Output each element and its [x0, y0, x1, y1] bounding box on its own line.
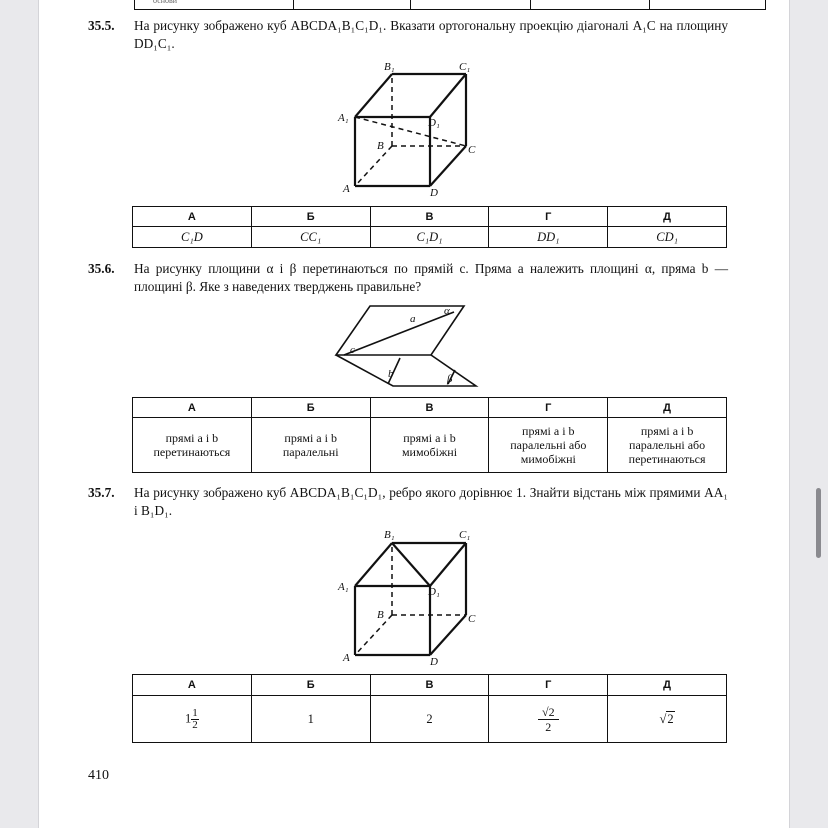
option-value-g [489, 696, 608, 743]
problem-text: На рисунку зображено куб ABCDA₁B₁C₁D₁, ребро якого дорівнює 1. Знайти відстань між прямими AA₁ і B₁D₁. [134, 485, 728, 518]
answer-table-35-5 [132, 206, 727, 248]
label-c: C [468, 613, 476, 625]
problem-35-6 [88, 260, 728, 296]
problem-number: 35.7. [88, 485, 115, 500]
option-header: А [133, 675, 252, 696]
option-value: DD₁ [489, 227, 608, 248]
option-value: прямі a і b перетинаються [133, 418, 252, 473]
option-value-d [608, 696, 727, 743]
option-value: CD₁ [608, 227, 727, 248]
fraction-denominator: 2 [192, 718, 198, 731]
fraction-numerator: 1 [192, 706, 198, 719]
problem-text: На рисунку зображено куб ABCDA₁B₁C₁D₁. Вказати ортогональну проекцію діагоналі A₁C на площину DD₁C₁. [134, 18, 728, 51]
option-header: Д [608, 398, 727, 418]
remnant-text: основи [153, 0, 178, 5]
label-a: A [343, 183, 350, 195]
problem-text: На рисунку площини α і β перетинаються по прямій c. Пряма a належить площині α, пряма b — площині β. Яке з наведених тверджень правильне? [134, 261, 728, 294]
option-value: прямі a і b паралельні або перетинаються [608, 418, 727, 473]
option-value: 2 [370, 696, 489, 743]
option-header: А [133, 207, 252, 227]
label-a1: A₁ [338, 581, 349, 593]
problem-number: 35.6. [88, 261, 115, 276]
label-c1: C₁ [459, 61, 471, 73]
option-header: Г [489, 207, 608, 227]
cube-figure-2 [330, 524, 490, 669]
option-value: C₁D [133, 227, 252, 248]
option-header: Г [489, 398, 608, 418]
option-header: Д [608, 675, 727, 696]
answer-table-35-6 [132, 397, 727, 473]
label-c1: C₁ [459, 529, 471, 541]
fraction-numerator: √2 [538, 705, 559, 720]
option-header: Д [608, 207, 727, 227]
fraction [538, 705, 559, 734]
scrollbar-thumb[interactable] [816, 488, 821, 558]
mixed-whole: 1 [185, 710, 192, 725]
problem-35-7 [88, 484, 728, 520]
planes-figure [330, 300, 490, 392]
option-header: В [370, 675, 489, 696]
label-d1: D₁ [428, 586, 440, 598]
label-alpha: α [444, 305, 450, 317]
label-b: B [377, 140, 384, 152]
square-root [660, 711, 675, 726]
option-header: Б [251, 207, 370, 227]
fraction [191, 708, 199, 731]
sqrt-radicand: 2 [667, 711, 674, 726]
fraction-denominator: 2 [545, 719, 552, 734]
label-d: D [430, 187, 438, 199]
label-b: b [388, 368, 394, 380]
option-value: прямі a і b паралельні або мимобіжні [489, 418, 608, 473]
label-c: c [350, 344, 355, 356]
option-header: А [133, 398, 252, 418]
label-c: C [468, 144, 476, 156]
label-beta: β [447, 373, 453, 385]
sqrt-sign: √ [659, 711, 667, 726]
label-d1: D₁ [428, 117, 440, 129]
label-a1: A₁ [338, 112, 349, 124]
label-b1: B₁ [384, 61, 395, 73]
option-value: прямі a і b мимобіжні [370, 418, 489, 473]
problem-number: 35.5. [88, 18, 115, 33]
label-a: a [410, 313, 416, 325]
page-number: 410 [88, 768, 109, 783]
cube-figure-1 [330, 56, 490, 201]
option-header: В [370, 207, 489, 227]
label-d: D [430, 656, 438, 668]
option-value: C₁D₁ [370, 227, 489, 248]
label-b: B [377, 609, 384, 621]
label-b1: B₁ [384, 529, 395, 541]
previous-table-remnant [134, 0, 766, 10]
option-header: Г [489, 675, 608, 696]
label-a: A [343, 652, 350, 664]
option-header: Б [251, 675, 370, 696]
option-header: Б [251, 398, 370, 418]
option-value: прямі a і b паралельні [251, 418, 370, 473]
problem-35-5 [88, 17, 728, 53]
option-value: CC₁ [251, 227, 370, 248]
option-value: 1 [251, 696, 370, 743]
option-header: В [370, 398, 489, 418]
answer-table-35-7 [132, 674, 727, 743]
option-value-a [133, 696, 252, 743]
